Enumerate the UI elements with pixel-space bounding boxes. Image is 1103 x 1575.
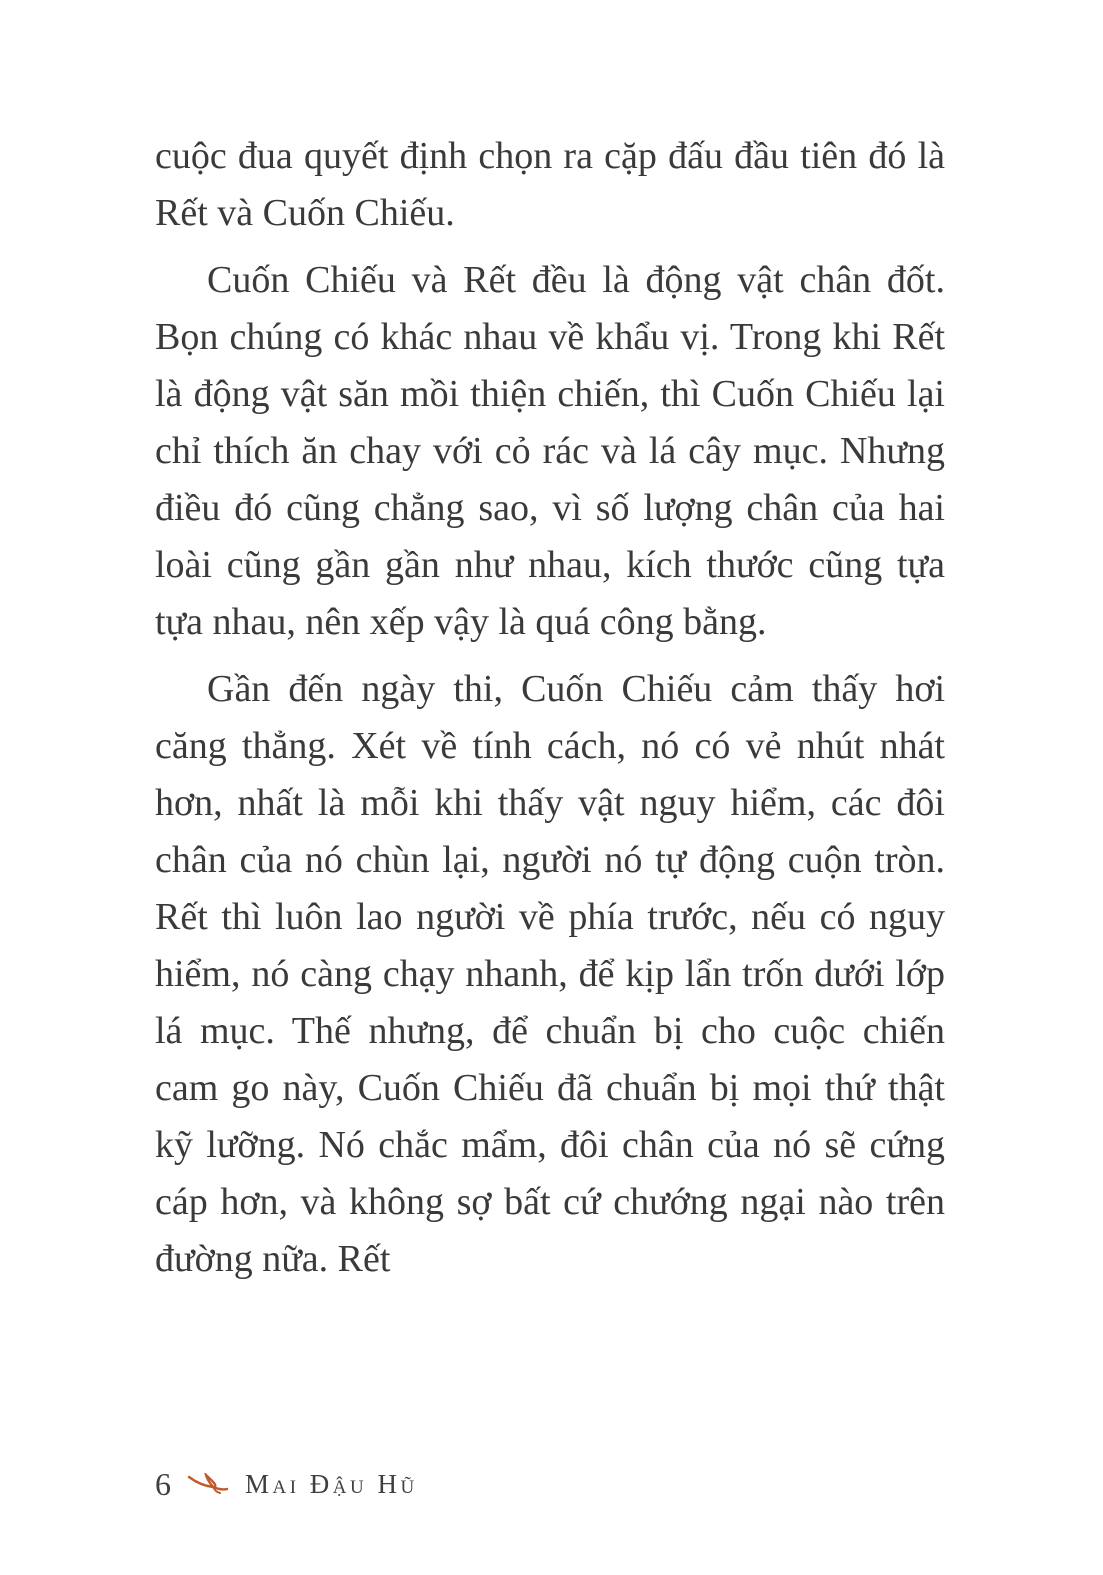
paragraph: Gần đến ngày thi, Cuốn Chiếu cảm thấy hơi căng thẳng. Xét về tính cách, nó có vẻ nhút nhát hơn, nhất là mỗi khi thấy vật nguy hiểm, các đôi chân của nó chùn lại, người nó tự động cuộn tròn. Rết thì luôn lao người về phía trước, nếu có nguy hiểm, nó càng chạy nhanh, để kịp lẩn trốn dưới lớp lá mục. Thế nhưng, để chuẩn bị cho cuộc chiến cam go này, Cuốn Chiếu đã chuẩn bị mọi thứ thật kỹ lưỡng. Nó chắc mẩm, đôi chân của nó sẽ cứng cáp hơn, và không sợ bất cứ chướng ngại nào trên đường nữa. Rết: [155, 668, 945, 1280]
book-title: Mai Đậu Hũ: [245, 1468, 418, 1499]
page-footer: [155, 1468, 418, 1500]
dragonfly-icon: [187, 1473, 229, 1495]
paragraph: Cuốn Chiếu và Rết đều là động vật chân đốt. Bọn chúng có khác nhau về khẩu vị. Trong khi Rết là động vật săn mồi thiện chiến, thì Cuốn Chiếu lại chỉ thích ăn chay với cỏ rác và lá cây mục. Nhưng điều đó cũng chẳng sao, vì số lượng chân của hai loài cũng gần gần như nhau, kích thước cũng tựa tựa nhau, nên xếp vậy là quá công bằng.: [155, 259, 945, 643]
body-text: [155, 128, 945, 1298]
paragraph-continuation: cuộc đua quyết định chọn ra cặp đấu đầu tiên đó là Rết và Cuốn Chiếu.: [155, 135, 945, 234]
page-number: 6: [155, 1466, 171, 1502]
